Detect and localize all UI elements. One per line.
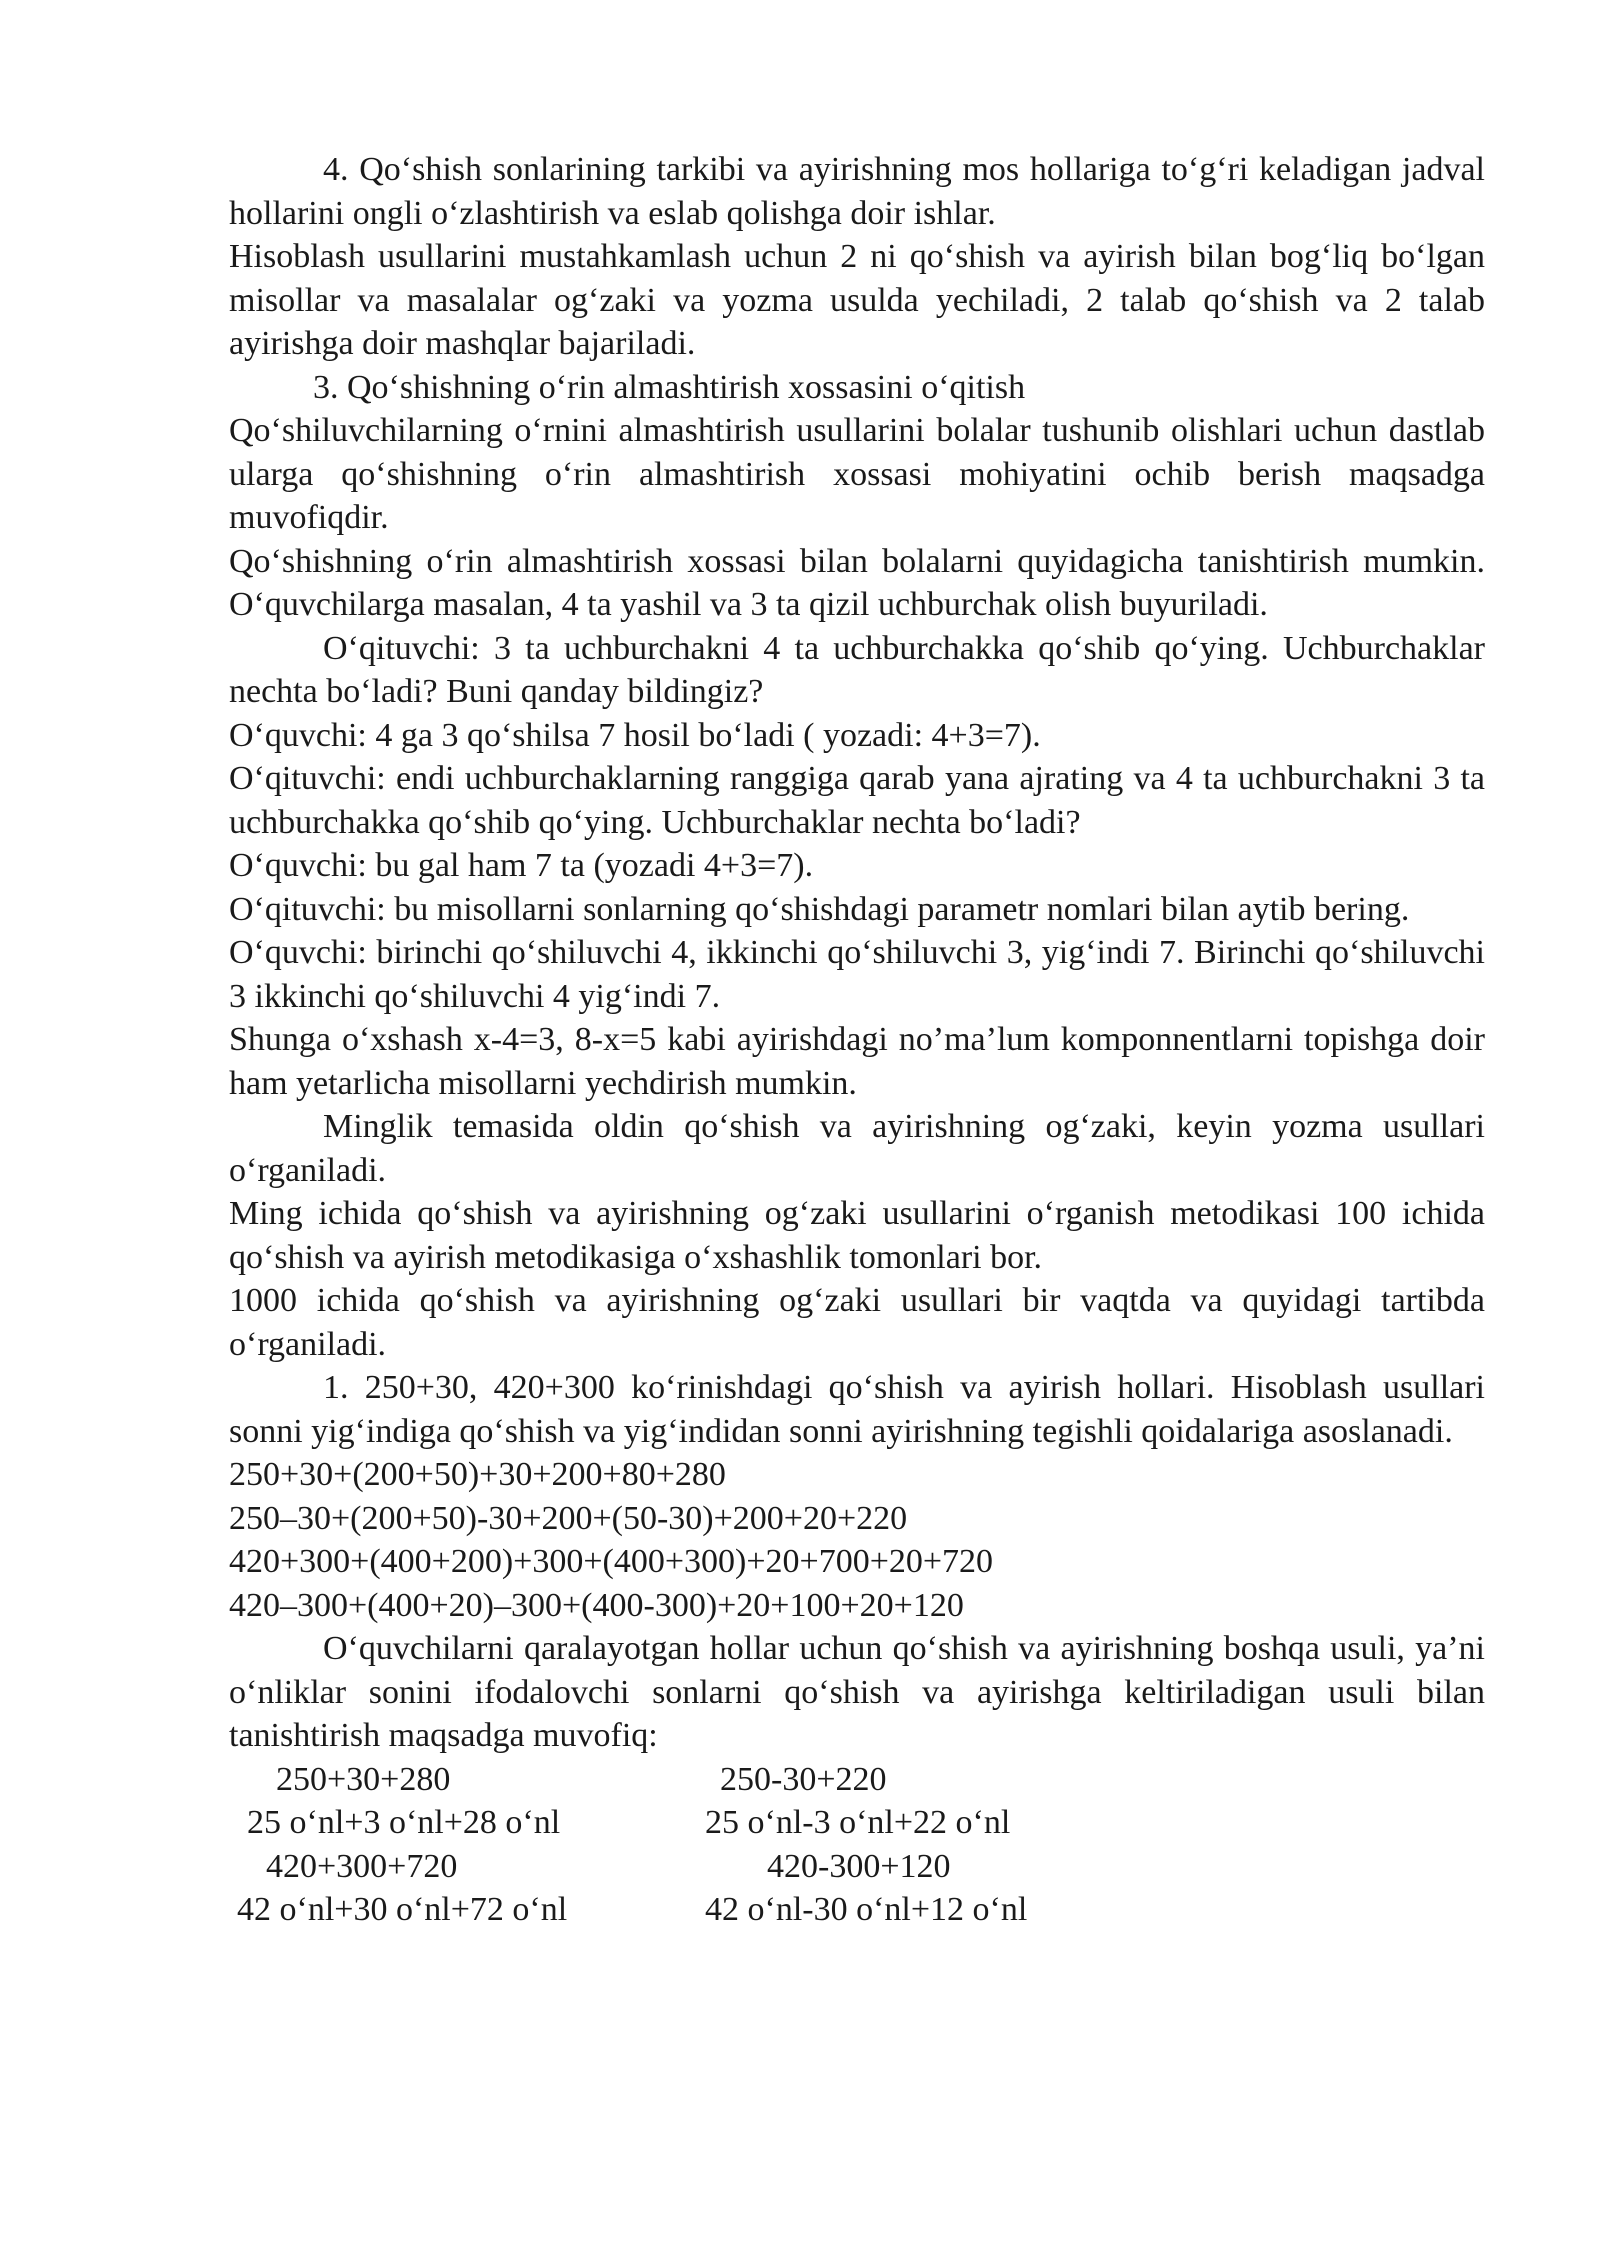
dialogue-teacher: O‘qituvchi: bu misollarni sonlarning qo‘shishdagi parametr nomlari bilan aytib bering. (229, 890, 1410, 928)
example-right: 25 o‘nl-3 o‘nl+22 o‘nl (705, 1804, 1011, 1841)
dialogue-student: O‘quvchi: birinchi qo‘shiluvchi 4, ikkinchi qo‘shiluvchi 3, yig‘indi 7. Birinchi qo‘shiluvchi 3 ikkinchi qo‘shiluvchi 4 yig‘indi 7. (229, 934, 1485, 1015)
example-row (229, 1845, 1485, 1889)
example-left: 250+30+280 (276, 1760, 451, 1798)
dialogue-teacher: O‘qituvchi: endi uchburchaklarning ranggiga qarab yana ajrating va 4 ta uchburchakni 3 ta uchburchakka qo‘shib qo‘ying. Uchburchaklar nechta bo‘ladi? (229, 760, 1485, 841)
paragraph: Qo‘shishning o‘rin almashtirish xossasi bilan bolalarni quyidagicha tanishtirish mumkin. O‘quvchilarga masalan, 4 ta yashil va 3 ta qizil uchburchak olish buyuriladi. (229, 542, 1485, 623)
paragraph: Qo‘shiluvchilarning o‘rnini almashtirish usullarini bolalar tushunib olishlari uchun dastlab ularga qo‘shishning o‘rin almashtirish xossasi mohiyatini ochib berish maqsadga muvofiqdir. (229, 412, 1485, 536)
paragraph: Shunga o‘xshash x-4=3, 8-x=5 kabi ayirishdagi no’ma’lum komponnentlarni topishga doir ham yetarlicha misollarni yechdirish mumkin. (229, 1021, 1485, 1102)
formula-line: 250–30+(200+50)-30+200+(50-30)+200+20+220 (229, 1499, 908, 1537)
example-right: 420-300+120 (767, 1847, 951, 1885)
formula-line: 420–300+(400+20)–300+(400-300)+20+100+20+120 (229, 1586, 964, 1624)
paragraph: 1000 ichida qo‘shish va ayirishning og‘zaki usullari bir vaqtda va quyidagi tartibda o‘rganiladi. (229, 1282, 1485, 1363)
dialogue-student: O‘quvchi: 4 ga 3 qo‘shilsa 7 hosil bo‘ladi ( yozadi: 4+3=7). (229, 716, 1041, 754)
formula-line: 250+30+(200+50)+30+200+80+280 (229, 1456, 726, 1493)
dialogue-teacher: O‘qituvchi: 3 ta uchburchakni 4 ta uchburchakka qo‘shib qo‘ying. Uchburchaklar nechta bo‘ladi? Buni qanday bildingiz? (229, 629, 1485, 710)
example-left: 42 o‘nl+30 o‘nl+72 o‘nl (237, 1891, 568, 1928)
formula-line: 420+300+(400+200)+300+(400+300)+20+700+20+720 (229, 1543, 994, 1580)
example-right: 250-30+220 (720, 1760, 887, 1798)
paragraph: O‘quvchilarni qaralayotgan hollar uchun qo‘shish va ayirishning boshqa usuli, ya’ni o‘nliklar sonini ifodalovchi sonlarni qo‘shish va ayirishga keltiriladigan usuli bilan tanishtirish maqsadga muvofiq: (229, 1630, 1485, 1754)
example-right: 42 o‘nl-30 o‘nl+12 o‘nl (705, 1891, 1028, 1928)
example-row (229, 1758, 1485, 1802)
document-page (229, 148, 1485, 1932)
paragraph-section-4: 4. Qo‘shish sonlarining tarkibi va ayirishning mos hollariga to‘g‘ri keladigan jadval hollarini ongli o‘zlashtirish va eslab qolishga doir ishlar. (229, 151, 1485, 232)
example-row (229, 1801, 1485, 1845)
paragraph: Ming ichida qo‘shish va ayirishning og‘zaki usullarini o‘rganish metodikasi 100 ichida qo‘shish va ayirish metodikasiga o‘xshashlik tomonlari bor. (229, 1195, 1485, 1276)
example-row (229, 1888, 1485, 1932)
section-heading-3: 3. Qo‘shishning o‘rin almashtirish xossasini o‘qitish (313, 368, 1026, 406)
paragraph-item-1: 1. 250+30, 420+300 ko‘rinishdagi qo‘shish va ayirish hollari. Hisoblash usullari sonni yig‘indiga qo‘shish va yig‘indidan sonni ayirishning tegishli qoidalariga asoslanadi. (229, 1369, 1485, 1450)
dialogue-student: O‘quvchi: bu gal ham 7 ta (yozadi 4+3=7). (229, 847, 814, 884)
paragraph: Minglik temasida oldin qo‘shish va ayirishning og‘zaki, keyin yozma usullari o‘rganiladi. (229, 1108, 1485, 1189)
paragraph: Hisoblash usullarini mustahkamlash uchun 2 ni qo‘shish va ayirish bilan bog‘liq bo‘lgan misollar va masalalar og‘zaki va yozma usulda yechiladi, 2 talab qo‘shish va 2 talab ayirishga doir mashqlar bajariladi. (229, 238, 1485, 362)
example-left: 420+300+720 (266, 1847, 458, 1885)
example-left: 25 o‘nl+3 o‘nl+28 o‘nl (247, 1804, 561, 1841)
